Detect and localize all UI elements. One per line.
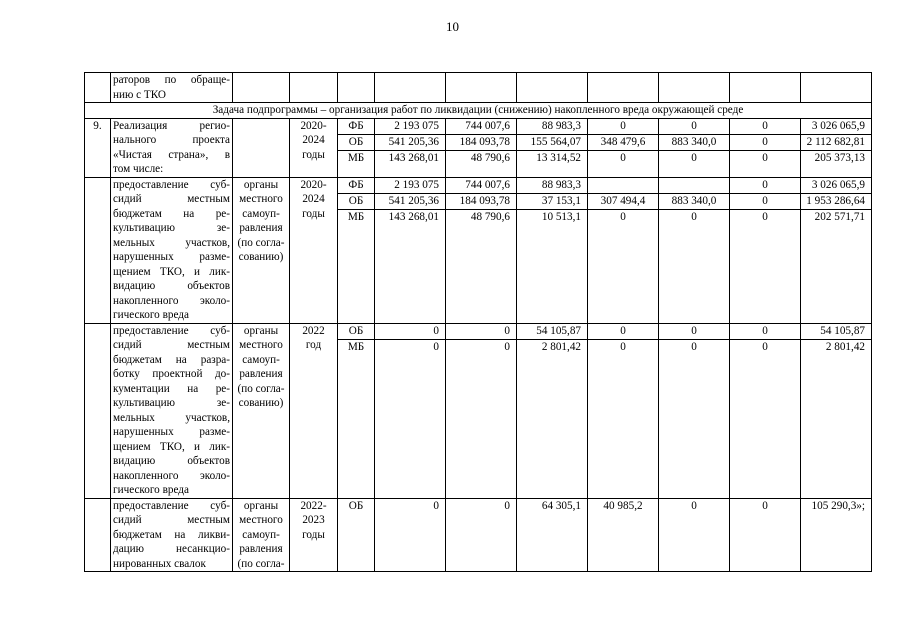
sources-line: МБ [347, 210, 365, 223]
v1-line: 0 [375, 324, 445, 340]
v1-line: 2 193 075 [375, 178, 445, 194]
v2-line: 744 007,6 [446, 119, 516, 135]
executor_lines-line: (по согла- [237, 382, 285, 395]
v6-line: 0 [730, 324, 800, 340]
row-period [290, 323, 338, 498]
v1-line: 2 193 075 [375, 119, 445, 135]
row-v5 [659, 177, 730, 323]
row-v3 [517, 118, 588, 177]
row-total [801, 323, 872, 498]
row-sources [338, 323, 375, 498]
v1-line: 143 268,01 [388, 151, 439, 164]
row-v2 [446, 498, 517, 572]
table-row-continuation [85, 73, 872, 103]
total-line: 2 801,42 [825, 340, 865, 353]
v4-line: 307 494,4 [588, 194, 658, 210]
name-line: накопленного эколо- [113, 294, 230, 307]
row-number [85, 177, 111, 323]
page-number: 10 [446, 19, 459, 34]
v6-line: 0 [762, 340, 768, 353]
name-line: мельных участков, [113, 236, 230, 249]
executor_lines-line: органы [243, 178, 279, 191]
total-line: 202 571,71 [814, 210, 865, 223]
v3-line: 2 801,42 [541, 340, 581, 353]
row-v2 [446, 323, 517, 498]
v1-line: 541 205,36 [375, 135, 445, 151]
name-line: нию с ТКО [113, 88, 166, 101]
row-v1 [375, 118, 446, 177]
executor_lines-line: самоуп- [242, 528, 280, 541]
v6-line: 0 [730, 135, 800, 151]
row-v1 [375, 177, 446, 323]
v4-line [588, 178, 658, 194]
period_lines-line: 2023 [302, 514, 325, 526]
row-executor [233, 498, 290, 572]
v3-line: 54 105,87 [517, 324, 587, 340]
name-line: видацию объектов [113, 455, 230, 467]
name-line: бюджетам на ликви- [113, 528, 230, 541]
program-table [84, 72, 872, 572]
v5-line: 0 [691, 151, 697, 164]
period_lines-line: 2022 [302, 324, 325, 337]
row-period [290, 177, 338, 323]
executor_lines-line: органы [243, 499, 279, 512]
executor_lines-line: равления [239, 368, 283, 380]
total-line: 205 373,13 [814, 151, 865, 164]
v2-line: 0 [504, 340, 510, 353]
v2-line: 184 093,78 [446, 194, 516, 210]
name-line: щением ТКО, и лик- [113, 440, 230, 453]
name-line: раторов по обраще- [113, 74, 230, 86]
row-name [111, 118, 233, 177]
row-v6 [730, 118, 801, 177]
v5-line: 0 [659, 324, 729, 340]
v2-line: 48 790,6 [470, 210, 510, 223]
period_lines-line: год [305, 339, 322, 351]
executor_lines-line: местного [239, 514, 283, 526]
v6-line: 0 [730, 119, 800, 135]
period_lines-line: годы [302, 148, 325, 161]
v5-line: 0 [691, 340, 697, 353]
row-number [85, 323, 111, 498]
row-period [290, 498, 338, 572]
sources-line: МБ [347, 151, 365, 164]
row-v5 [659, 118, 730, 177]
row-v1 [375, 498, 446, 572]
table-body [85, 73, 872, 572]
name-line: том числе: [113, 163, 164, 175]
v2-line: 48 790,6 [470, 151, 510, 164]
row-number: 9. [85, 118, 111, 177]
v2-line: 0 [446, 324, 516, 340]
executor_lines-line: сованию) [238, 251, 284, 263]
v3-line: 37 153,1 [517, 194, 587, 210]
v2-line: 184 093,78 [446, 135, 516, 151]
name-line: предоставление суб- [113, 499, 230, 512]
v3-line: 13 314,52 [536, 151, 581, 164]
name-line: Реализация регио- [113, 119, 230, 132]
v4-line: 0 [620, 210, 626, 223]
row-v5 [659, 323, 730, 498]
name-line: сидий местным [113, 339, 230, 351]
task-heading-row [85, 103, 872, 119]
row-sources [338, 498, 375, 572]
name-line: нарушенных разме- [113, 426, 230, 438]
sources-line: ФБ [338, 178, 374, 194]
v4-line: 0 [588, 324, 658, 340]
name-line: предоставление суб- [113, 178, 230, 191]
name-line: видацию объектов [113, 280, 230, 292]
row-executor [233, 177, 290, 323]
row-v6 [730, 498, 801, 572]
name-line: предоставление суб- [113, 324, 230, 337]
name-line: бюджетам на ре- [113, 207, 230, 220]
name-line: культивацию зе- [113, 222, 230, 234]
row-name [111, 177, 233, 323]
row-v1 [375, 323, 446, 498]
row-v2 [446, 118, 517, 177]
name-line: сидий местным [113, 514, 230, 526]
v6-line: 0 [762, 210, 768, 223]
period_lines-line: 2020- [300, 178, 327, 191]
v2-line: 0 [504, 499, 510, 512]
row-name [111, 498, 233, 572]
total-line: 3 026 065,9 [801, 119, 871, 135]
name-line: нарушенных разме- [113, 251, 230, 263]
name-line: нального проекта [113, 134, 230, 146]
v5-line: 883 340,0 [659, 135, 729, 151]
v3-line: 64 305,1 [541, 499, 581, 512]
period_lines-line: годы [302, 207, 325, 220]
total-line: 105 290,3»; [811, 499, 865, 512]
v4-line: 40 985,2 [603, 499, 643, 512]
row-period [290, 118, 338, 177]
v1-line: 541 205,36 [375, 194, 445, 210]
executor_lines-line: равления [239, 222, 283, 234]
total-line: 2 112 682,81 [801, 135, 871, 151]
executor_lines-line: (по согла- [237, 557, 285, 570]
name-line: бюджетам на разра- [113, 353, 230, 366]
row-v5 [659, 498, 730, 572]
v1-line: 143 268,01 [388, 210, 439, 223]
sources-line: ОБ [348, 499, 364, 512]
executor_lines-line: органы [243, 324, 279, 337]
name-line: гического вреда [113, 484, 189, 496]
v3-line: 10 513,1 [541, 210, 581, 223]
v6-line: 0 [762, 151, 768, 164]
row-total [801, 118, 872, 177]
executor_lines-line: (по согла- [237, 236, 285, 249]
v5-line [659, 178, 729, 194]
row-executor [233, 323, 290, 498]
task-heading: Задача подпрограммы – организация работ по ликвидации (снижению) накопленного вреда окружающей среде [85, 103, 872, 119]
name-line: нированных свалок [113, 557, 206, 570]
name-line: накопленного эколо- [113, 469, 230, 482]
name-line: гического вреда [113, 309, 189, 321]
v5-line: 883 340,0 [659, 194, 729, 210]
row-v3 [517, 177, 588, 323]
period_lines-line: 2022- [300, 499, 327, 512]
v5-line: 0 [659, 119, 729, 135]
v1-line: 0 [433, 499, 439, 512]
table-row [85, 323, 872, 498]
executor_lines-line: самоуп- [242, 353, 280, 366]
sources-line: ОБ [338, 194, 374, 210]
row-name [111, 323, 233, 498]
executor_lines-line: самоуп- [242, 207, 280, 220]
row-v4 [588, 118, 659, 177]
name-line: сидий местным [113, 193, 230, 205]
total-line: 1 953 286,64 [801, 194, 871, 210]
executor_lines-line: равления [239, 543, 283, 555]
v3-line: 155 564,07 [517, 135, 587, 151]
table-row [85, 177, 872, 323]
row-v2 [446, 177, 517, 323]
v5-line: 0 [691, 210, 697, 223]
row-v3 [517, 323, 588, 498]
row-sources [338, 118, 375, 177]
sources-line: ФБ [338, 119, 374, 135]
row-v6 [730, 323, 801, 498]
v2-line: 744 007,6 [446, 178, 516, 194]
row-executor [233, 118, 290, 177]
v5-line: 0 [691, 499, 697, 512]
name-line: кументации на ре- [113, 382, 230, 395]
v1-line: 0 [433, 340, 439, 353]
period_lines-line: 2024 [302, 193, 325, 205]
name-line: культивацию зе- [113, 397, 230, 409]
v6-line: 0 [762, 499, 768, 512]
name-line: «Чистая страна», в [113, 148, 230, 161]
sources-line: ОБ [338, 135, 374, 151]
executor_lines-line: местного [239, 193, 283, 205]
row-number [85, 498, 111, 572]
name-line: щением ТКО, и лик- [113, 265, 230, 278]
executor_lines-line: сованию) [238, 397, 284, 409]
total-line: 3 026 065,9 [801, 178, 871, 194]
name-line: дацию несанкцио- [113, 543, 230, 555]
v4-line: 348 479,6 [588, 135, 658, 151]
row-v3 [517, 498, 588, 572]
row-v4 [588, 177, 659, 323]
v4-line: 0 [620, 340, 626, 353]
row-v4 [588, 498, 659, 572]
v6-line: 0 [730, 178, 800, 194]
v6-line: 0 [730, 194, 800, 210]
executor_lines-line: местного [239, 339, 283, 351]
v3-line: 88 983,3 [517, 119, 587, 135]
period_lines-line: 2020- [300, 119, 327, 132]
name-line: мельных участков, [113, 411, 230, 424]
name-line: ботку проектной до- [113, 368, 230, 380]
table-row [85, 118, 872, 177]
table-row [85, 498, 872, 572]
v4-line: 0 [620, 151, 626, 164]
total-line: 54 105,87 [801, 324, 871, 340]
row-v4 [588, 323, 659, 498]
period_lines-line: 2024 [302, 134, 325, 146]
sources-line: ОБ [338, 324, 374, 340]
period_lines-line: годы [302, 528, 325, 541]
v4-line: 0 [588, 119, 658, 135]
row-v6 [730, 177, 801, 323]
v3-line: 88 983,3 [517, 178, 587, 194]
row-name [111, 73, 233, 103]
row-sources [338, 177, 375, 323]
row-total [801, 177, 872, 323]
row-total [801, 498, 872, 572]
sources-line: МБ [347, 340, 365, 353]
